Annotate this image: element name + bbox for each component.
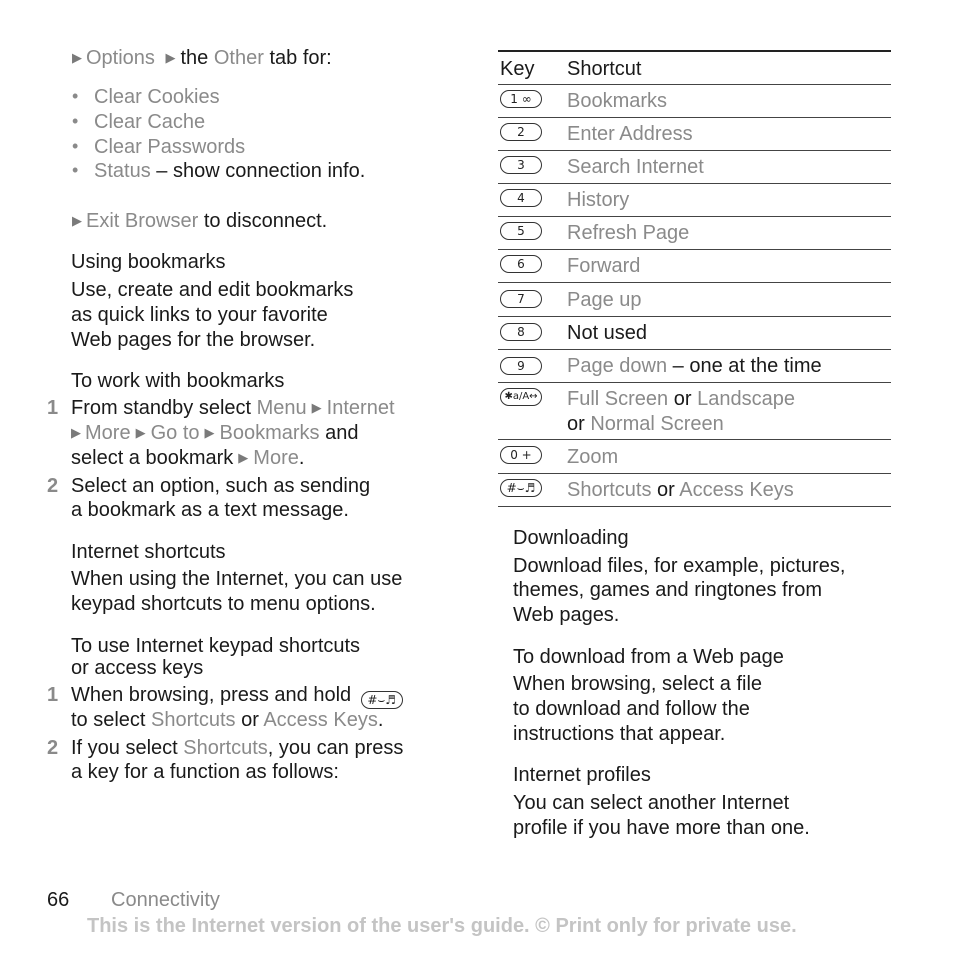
bookmarks-link[interactable]: Bookmarks bbox=[219, 422, 320, 444]
heading-downloading: Downloading bbox=[513, 527, 629, 549]
text: . bbox=[298, 447, 305, 469]
heading-using-bookmarks: Using bookmarks bbox=[71, 251, 226, 273]
text: – one at the time bbox=[672, 355, 822, 377]
table-row bbox=[498, 250, 891, 283]
text: to disconnect. bbox=[203, 210, 328, 232]
step-number: 1 bbox=[47, 397, 59, 419]
step2-line2: a bookmark as a text message. bbox=[71, 499, 349, 521]
arrow-icon: ▶ bbox=[238, 450, 249, 465]
shortcut-full-screen-cell bbox=[567, 387, 795, 412]
list-item-clear-cookies[interactable]: Clear Cookies bbox=[94, 86, 220, 108]
step-number: 2 bbox=[47, 737, 59, 759]
goto-link[interactable]: Go to bbox=[150, 422, 200, 444]
shortcut-page-up[interactable]: Page up bbox=[567, 289, 642, 311]
step1-line1 bbox=[71, 683, 403, 708]
shortcut-access-keys[interactable]: Access Keys bbox=[679, 479, 794, 501]
paragraph-line: You can select another Internet bbox=[513, 792, 790, 814]
key-5-icon: 5 bbox=[500, 222, 542, 240]
step-number: 1 bbox=[47, 684, 59, 706]
other-link[interactable]: Other bbox=[213, 47, 264, 69]
watermark-note: This is the Internet version of the user's guide. © Print only for private use. bbox=[87, 915, 797, 937]
text: or bbox=[673, 388, 692, 410]
exit-browser-link[interactable]: Exit Browser bbox=[86, 210, 199, 232]
paragraph-line: profile if you have more than one. bbox=[513, 817, 810, 839]
bullet-icon: • bbox=[72, 86, 79, 106]
shortcut-page-down[interactable]: Page down bbox=[567, 355, 668, 377]
paragraph-line: When using the Internet, you can use bbox=[71, 568, 403, 590]
text: or bbox=[241, 709, 259, 731]
shortcut-search-internet[interactable]: Search Internet bbox=[567, 156, 704, 178]
key-1-icon: 1 ∞ bbox=[500, 90, 542, 108]
text: tab for: bbox=[269, 47, 332, 69]
more-link[interactable]: More bbox=[253, 447, 299, 469]
step1-line3 bbox=[71, 446, 304, 472]
table-row bbox=[498, 440, 891, 474]
more-link[interactable]: More bbox=[85, 422, 131, 444]
shortcut-refresh-page[interactable]: Refresh Page bbox=[567, 222, 690, 244]
shortcut-bookmarks[interactable]: Bookmarks bbox=[567, 90, 668, 112]
key-2-icon: 2 bbox=[500, 123, 542, 141]
hash-key-icon: #⌣♬ bbox=[361, 691, 403, 709]
table-row bbox=[498, 474, 891, 507]
text: When browsing, press and hold bbox=[71, 684, 352, 706]
list-item-status bbox=[94, 159, 365, 184]
shortcut-not-used: Not used bbox=[567, 322, 648, 344]
key-star-icon: ✱a/A↔ bbox=[500, 388, 542, 406]
shortcut-shortcuts[interactable]: Shortcuts bbox=[567, 479, 652, 501]
shortcut-normal-screen-cell bbox=[567, 412, 724, 437]
column-header-shortcut: Shortcut bbox=[567, 58, 642, 80]
step2-line1 bbox=[71, 736, 403, 761]
text: to select bbox=[71, 709, 146, 731]
table-row bbox=[498, 85, 891, 118]
shortcut-zoom[interactable]: Zoom bbox=[567, 446, 619, 468]
arrow-icon: ▶ bbox=[72, 50, 82, 65]
text: From standby select bbox=[71, 397, 252, 419]
access-keys-link[interactable]: Access Keys bbox=[263, 709, 378, 731]
text: If you select bbox=[71, 737, 178, 759]
step1-line2 bbox=[71, 708, 383, 733]
paragraph-line: Use, create and edit bookmarks bbox=[71, 279, 354, 301]
table-row bbox=[498, 350, 891, 383]
text: – show connection info. bbox=[156, 160, 366, 182]
heading-download-web: To download from a Web page bbox=[513, 646, 784, 668]
table-row bbox=[498, 217, 891, 250]
paragraph-line: Web pages. bbox=[513, 604, 620, 626]
text: and bbox=[325, 422, 359, 444]
step1-line2 bbox=[71, 421, 358, 447]
paragraph-line: keypad shortcuts to menu options. bbox=[71, 593, 376, 615]
table-row bbox=[498, 283, 891, 317]
status-link[interactable]: Status bbox=[94, 160, 151, 182]
shortcut-landscape[interactable]: Landscape bbox=[697, 388, 795, 410]
text: . bbox=[377, 709, 384, 731]
text: select a bookmark bbox=[71, 447, 234, 469]
step2-line2: a key for a function as follows: bbox=[71, 761, 339, 783]
internet-link[interactable]: Internet bbox=[326, 397, 395, 419]
heading-use-shortcuts-2: or access keys bbox=[71, 657, 204, 679]
text: or bbox=[567, 413, 585, 435]
exit-line bbox=[72, 209, 327, 235]
key-8-icon: 8 bbox=[500, 323, 542, 341]
shortcut-page-down-cell bbox=[567, 354, 822, 379]
bullet-icon: • bbox=[72, 136, 79, 156]
key-6-icon: 6 bbox=[500, 255, 542, 273]
text: or bbox=[657, 479, 675, 501]
table-row bbox=[498, 317, 891, 350]
bullet-icon: • bbox=[72, 111, 79, 131]
shortcuts-link[interactable]: Shortcuts bbox=[151, 709, 236, 731]
shortcut-shortcuts-cell bbox=[567, 478, 794, 503]
shortcut-history[interactable]: History bbox=[567, 189, 630, 211]
shortcut-normal-screen[interactable]: Normal Screen bbox=[590, 413, 724, 435]
heading-use-shortcuts: To use Internet keypad shortcuts bbox=[71, 635, 361, 657]
options-link[interactable]: Options bbox=[86, 47, 155, 69]
column-header-key: Key bbox=[500, 58, 535, 80]
arrow-icon: ▶ bbox=[204, 425, 215, 440]
arrow-icon: ▶ bbox=[71, 425, 81, 440]
heading-work-bookmarks: To work with bookmarks bbox=[71, 370, 285, 392]
table-row bbox=[498, 118, 891, 151]
section-name: Connectivity bbox=[111, 889, 220, 911]
shortcut-enter-address[interactable]: Enter Address bbox=[567, 123, 693, 145]
list-item-clear-cache[interactable]: Clear Cache bbox=[94, 111, 206, 133]
arrow-icon: ▶ bbox=[311, 400, 322, 415]
page-number: 66 bbox=[47, 889, 70, 911]
step-number: 2 bbox=[47, 475, 59, 497]
key-hash-icon: #⌣♬ bbox=[500, 479, 542, 497]
arrow-icon: ▶ bbox=[165, 50, 176, 65]
bullet-icon: • bbox=[72, 160, 79, 180]
paragraph-line: themes, games and ringtones from bbox=[513, 579, 823, 601]
paragraph-line: as quick links to your favorite bbox=[71, 304, 328, 326]
paragraph-line: instructions that appear. bbox=[513, 723, 726, 745]
text: the bbox=[180, 47, 209, 69]
paragraph-line: Web pages for the browser. bbox=[71, 329, 316, 351]
step2-line1: Select an option, such as sending bbox=[71, 475, 371, 497]
shortcut-full-screen[interactable]: Full Screen bbox=[567, 388, 669, 410]
arrow-icon: ▶ bbox=[135, 425, 146, 440]
heading-internet-shortcuts: Internet shortcuts bbox=[71, 541, 226, 563]
shortcut-forward[interactable]: Forward bbox=[567, 255, 641, 277]
key-0-icon: 0 + bbox=[500, 446, 542, 464]
paragraph-line: to download and follow the bbox=[513, 698, 750, 720]
table-header-row bbox=[498, 52, 891, 85]
menu-link[interactable]: Menu bbox=[256, 397, 307, 419]
paragraph-line: Download files, for example, pictures, bbox=[513, 555, 846, 577]
table-row bbox=[498, 184, 891, 217]
list-item-clear-passwords[interactable]: Clear Passwords bbox=[94, 136, 246, 158]
key-9-icon: 9 bbox=[500, 357, 542, 375]
key-4-icon: 4 bbox=[500, 189, 542, 207]
table-row bbox=[498, 383, 891, 440]
key-3-icon: 3 bbox=[500, 156, 542, 174]
table-row bbox=[498, 151, 891, 184]
arrow-icon: ▶ bbox=[72, 213, 82, 228]
key-7-icon: 7 bbox=[500, 290, 542, 308]
heading-internet-profiles: Internet profiles bbox=[513, 764, 651, 786]
options-line bbox=[72, 46, 332, 72]
shortcuts-link[interactable]: Shortcuts bbox=[183, 737, 268, 759]
paragraph-line: When browsing, select a file bbox=[513, 673, 763, 695]
text: , you can press bbox=[267, 737, 404, 759]
step1-line1 bbox=[71, 396, 395, 422]
